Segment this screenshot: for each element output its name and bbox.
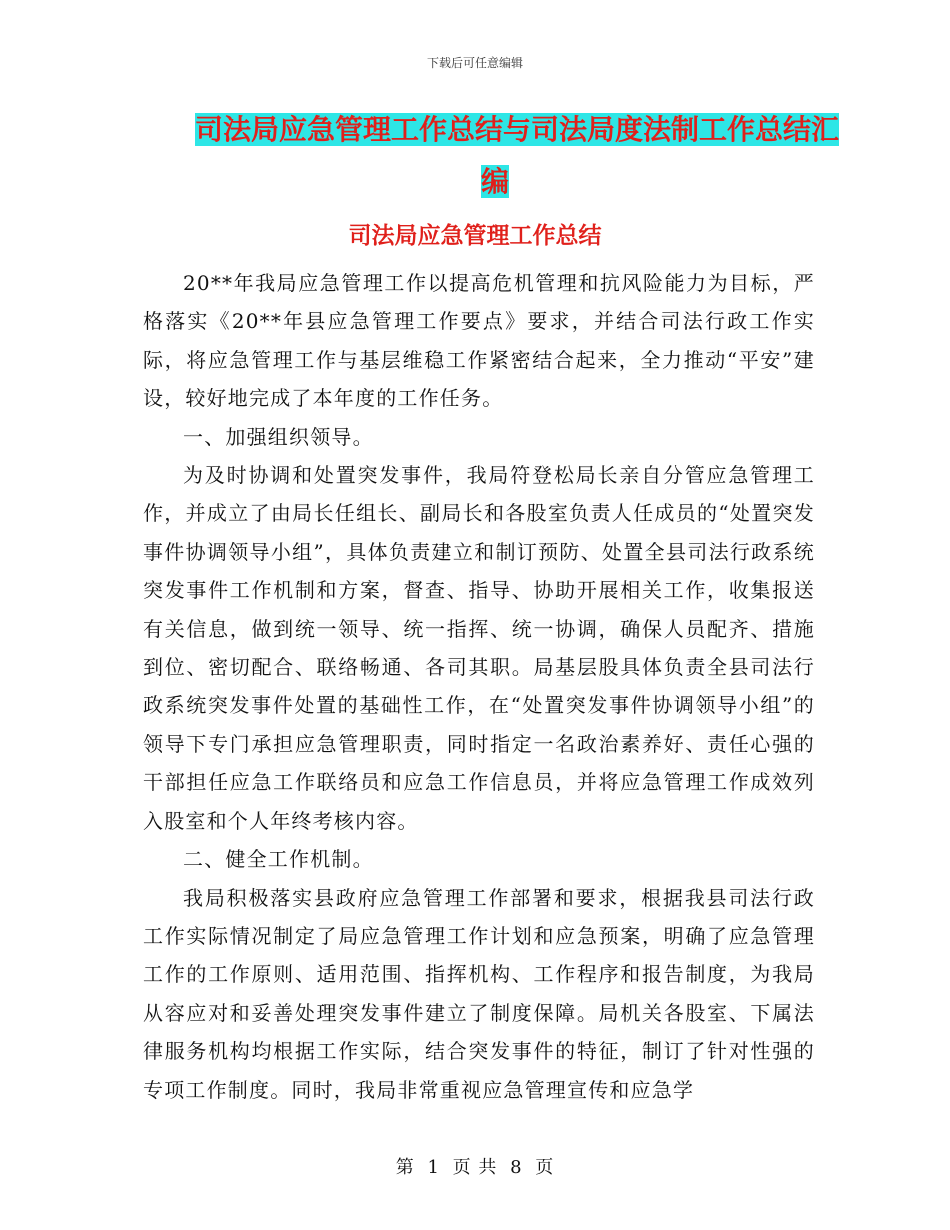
heading-mechanism: 二、健全工作机制。: [183, 847, 374, 872]
page-footer: [0, 1153, 950, 1179]
header-note: 下载后可任意编辑: [426, 56, 523, 70]
footer-suffix: 页: [535, 1157, 555, 1178]
document-title-line2: [150, 156, 840, 208]
document-title: [150, 104, 840, 208]
document-title-line2-text: 编: [480, 165, 509, 198]
document-title-line1: [150, 104, 840, 156]
paragraph-intro: 20**年我局应急管理工作以提高危机管理和抗风险能力为目标，严格落实《20**年县应急管理工作要点》要求，并结合司法行政工作实际，将应急管理工作与基层维稳工作紧密结合起来，全力推动“平安”建设，较好地完成了本年度的工作任务。: [143, 271, 815, 411]
paragraph-organization: 为及时协调和处置突发事件，我局符登松局长亲自分管应急管理工作，并成立了由局长任组长、副局长和各股室负责人任成员的“处置突发事件协调领导小组”，具体负责建立和制订预防、处置全县司法行政系统突发事件工作机制和方案，督查、指导、协助开展相关工作，收集报送有关信息，做到统一领导、统一指挥、统一协调，确保人员配齐、措施到位、密切配合、联络畅通、各司其职。局基层股具体负责全县司法行政系统突发事件处置的基础性工作，在“处置突发事件协调领导小组”的领导下专门承担应急管理职责，同时指定一名政治素养好、责任心强的干部担任应急工作联络员和应急工作信息员，并将应急管理工作成效列入股室和个人年终考核内容。: [143, 463, 815, 833]
footer-page-number: 1: [427, 1157, 440, 1178]
paragraph-mechanism: 我局积极落实县政府应急管理工作部署和要求，根据我县司法行政工作实际情况制定了局应急管理工作计划和应急预案，明确了应急管理工作的工作原则、适用范围、指挥机构、工作程序和报告制度，为我局从容应对和妥善处理突发事件建立了制度保障。局机关各股室、下属法律服务机构均根据工作实际，结合突发事件的特征，制订了针对性强的专项工作制度。同时，我局非常重视应急管理宣传和应急学: [143, 885, 815, 1102]
footer-middle: 页 共: [452, 1157, 498, 1178]
body-text: [143, 264, 815, 1109]
footer-prefix: 第: [395, 1157, 415, 1178]
section-title: 司法局应急管理工作总结: [348, 223, 602, 249]
document-title-line1-text: 司法局应急管理工作总结与司法局度法制工作总结汇: [195, 113, 840, 146]
heading-organization: 一、加强组织领导。: [183, 424, 374, 449]
footer-total-pages: 8: [510, 1157, 523, 1178]
